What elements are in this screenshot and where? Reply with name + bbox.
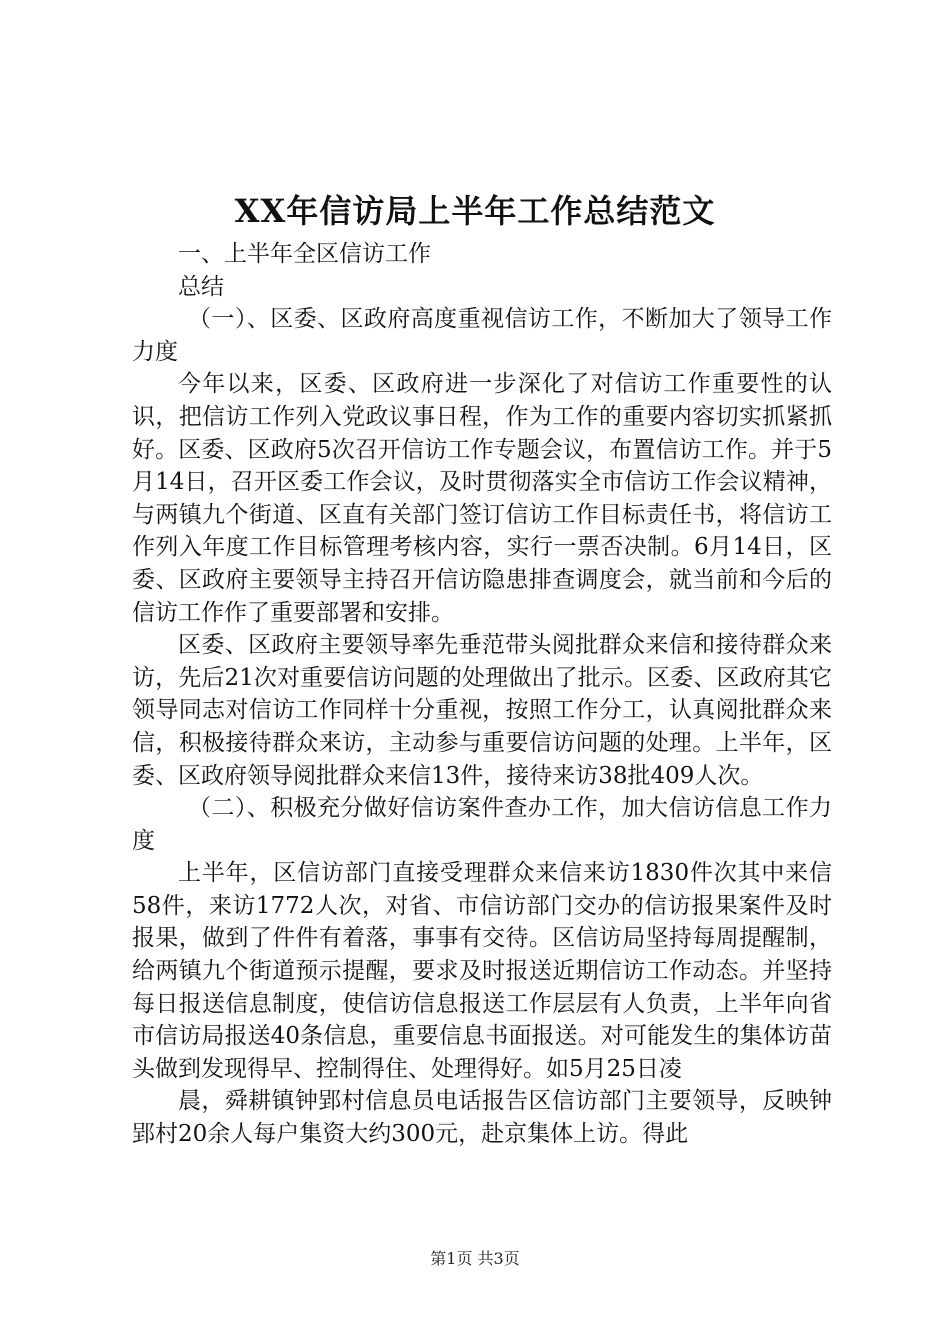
- section-heading-continued: 总结: [178, 273, 224, 300]
- document-title: XX年信访局上半年工作总结范文: [234, 192, 716, 230]
- body-paragraph: 区委、区政府主要领导率先垂范带头阅批群众来信和接待群众来访，先后21次对重要信访问题的处理做出了批示。区委、区政府其它领导同志对信访工作同样十分重视，按照工作分工，认真阅批群众来信，积极接待群众来访，主动参与重要信访问题的处理。上半年，区委、区政府领导阅批群众来信13件，接待来访38批409人次。: [132, 632, 832, 789]
- document-body: [132, 238, 832, 1151]
- section-heading: 一、上半年全区信访工作: [178, 241, 431, 267]
- page-number: 第1页 共3页: [430, 1249, 520, 1268]
- subsection-heading: （二）、积极充分做好信访案件查办工作，加大信访信息工作力度: [132, 795, 832, 854]
- body-paragraph: 今年以来，区委、区政府进一步深化了对信访工作重要性的认识，把信访工作列入党政议事日程，作为工作的重要内容切实抓紧抓好。区委、区政府5次召开信访工作专题会议，布置信访工作。并于5月14日，召开区委工作会议，及时贯彻落实全市信访工作会议精神，与两镇九个街道、区直有关部门签订信访工作目标责任书，将信访工作列入年度工作目标管理考核内容，实行一票否决制。6月14日，区委、区政府主要领导主持召开信访隐患排查调度会，就当前和今后的信访工作作了重要部署和安排。: [132, 371, 832, 626]
- body-paragraph: 上半年，区信访部门直接受理群众来信来访1830件次其中来信58件，来访1772人次，对省、市信访部门交办的信访报果案件及时报果，做到了件件有着落，事事有交待。区信访局坚持每周提醒制，给两镇九个街道预示提醒，要求及时报送近期信访工作动态。并坚持每日报送信息制度，使信访信息报送工作层层有人负责，上半年向省市信访局报送40条信息，重要信息书面报送。对可能发生的集体访苗头做到发现得早、控制得住、处理得好。如5月25日凌: [132, 860, 832, 1082]
- subsection-heading: （一）、区委、区政府高度重视信访工作，不断加大了领导工作力度: [132, 306, 832, 365]
- body-paragraph: 晨，舜耕镇钟郢村信息员电话报告区信访部门主要领导，反映钟郢村20余人每户集资大约300元，赴京集体上访。得此: [132, 1088, 832, 1148]
